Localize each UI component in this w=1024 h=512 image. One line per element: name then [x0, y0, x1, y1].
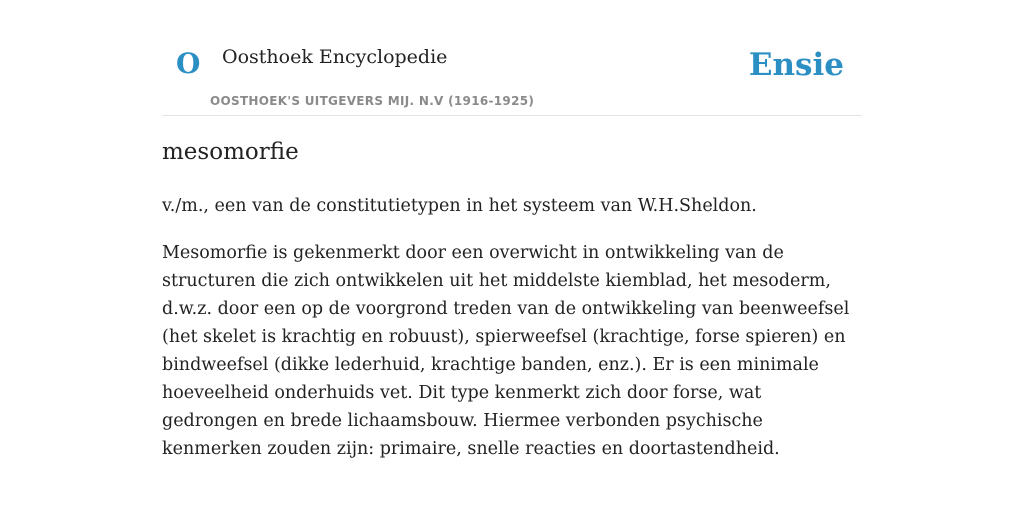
entry-body: Mesomorfie is gekenmerkt door een overwicht in ontwikkeling van de structuren die zich ontwikkelen uit het middelste kiemblad, het mesoderm, d.w.z. door een op de voorgrond treden van de ontwikkeling van beenweefsel (het skelet is krachtig en robuust), spierweefsel (krachtige, forse spieren) en bindweefsel (dikke lederhuid, krachtige banden, enz.). Er is een minimale hoeveelheid onderhuids vet. Dit type kenmerkt zich door forse, wat gedrongen en brede lichaamsbouw. Hiermee verbonden psychische kenmerken zouden zijn: primaire, snelle reacties en doortastendheid.	[162, 243, 850, 459]
source-title[interactable]: Oosthoek Encyclopedie	[222, 46, 448, 68]
brand-logo-link[interactable]: Ensie	[748, 47, 844, 83]
page-container	[162, 0, 862, 459]
entry-definition: v./m., een van de constitutietypen in het systeem van W.H.Sheldon.	[162, 196, 757, 216]
source-logo[interactable]: O	[176, 47, 201, 80]
entry-headword: mesomorfie	[162, 139, 299, 165]
source-subtitle: OOSTHOEK'S UITGEVERS MIJ. N.V (1916-1925)	[210, 94, 535, 108]
source-header	[162, 0, 862, 116]
